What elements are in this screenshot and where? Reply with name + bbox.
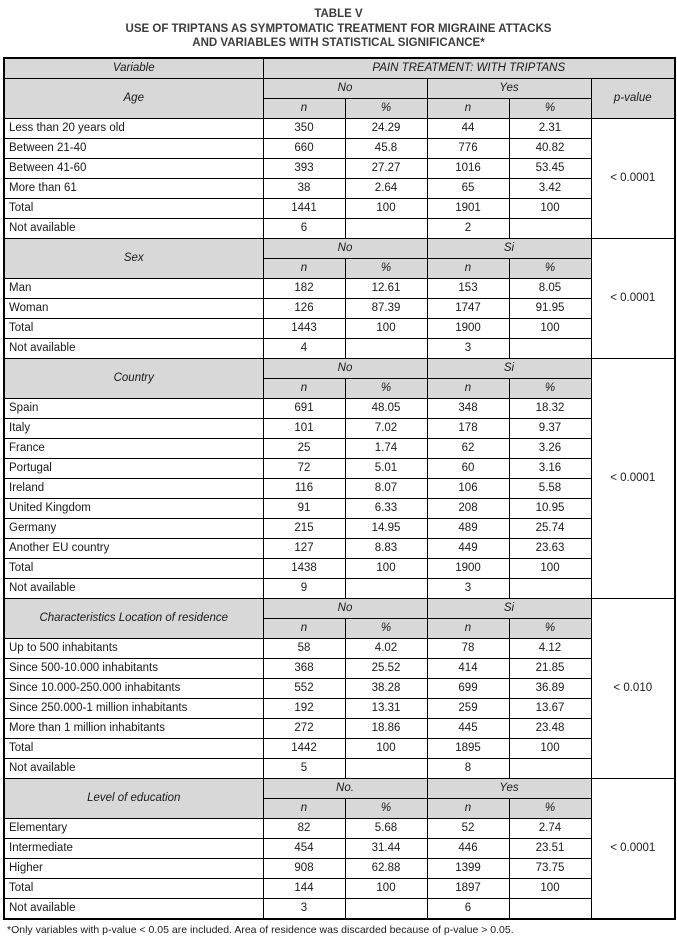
value-cell: 82 [263, 819, 345, 839]
value-cell: 1.74 [345, 439, 427, 459]
value-cell: 3 [263, 899, 345, 920]
section-name: Country [4, 359, 263, 399]
value-cell: 4.12 [509, 639, 591, 659]
value-cell: 776 [427, 139, 509, 159]
data-row [4, 859, 675, 879]
value-cell: 178 [427, 419, 509, 439]
section-header-row [4, 359, 675, 379]
treatment-header: PAIN TREATMENT: WITH TRIPTANS [263, 58, 675, 79]
n-subheader: n [263, 619, 345, 639]
value-cell: 350 [263, 119, 345, 139]
data-row [4, 139, 675, 159]
value-cell: 106 [427, 479, 509, 499]
value-cell: 1895 [427, 739, 509, 759]
row-label: Woman [4, 299, 263, 319]
section-name: Sex [4, 239, 263, 279]
n-subheader: n [263, 99, 345, 119]
row-label: Since 10.000-250.000 inhabitants [4, 679, 263, 699]
percent-subheader: % [345, 99, 427, 119]
value-cell [345, 579, 427, 599]
value-cell: 126 [263, 299, 345, 319]
row-label: Germany [4, 519, 263, 539]
value-cell: 153 [427, 279, 509, 299]
value-cell: 10.95 [509, 499, 591, 519]
percent-subheader: % [509, 619, 591, 639]
no-column-header: No [263, 79, 427, 99]
value-cell: 4.02 [345, 639, 427, 659]
n-subheader: n [427, 379, 509, 399]
data-row [4, 219, 675, 239]
value-cell: 7.02 [345, 419, 427, 439]
value-cell: 72 [263, 459, 345, 479]
value-cell: 1900 [427, 319, 509, 339]
row-label: Spain [4, 399, 263, 419]
data-row [4, 579, 675, 599]
value-cell: 127 [263, 539, 345, 559]
value-cell: 13.67 [509, 699, 591, 719]
value-cell: 100 [509, 739, 591, 759]
table-title [3, 7, 674, 51]
value-cell: 2.74 [509, 819, 591, 839]
value-cell: 5.58 [509, 479, 591, 499]
row-label: Not available [4, 339, 263, 359]
value-cell: 100 [345, 199, 427, 219]
yes-column-header: Yes [427, 79, 591, 99]
n-subheader: n [263, 259, 345, 279]
row-label: Elementary [4, 819, 263, 839]
data-row [4, 559, 675, 579]
no-column-header: No. [263, 779, 427, 799]
value-cell: 1747 [427, 299, 509, 319]
value-cell: 9.37 [509, 419, 591, 439]
value-cell: 5.01 [345, 459, 427, 479]
row-label: Not available [4, 219, 263, 239]
value-cell: 101 [263, 419, 345, 439]
value-cell: 78 [427, 639, 509, 659]
value-cell: 48.05 [345, 399, 427, 419]
value-cell: 27.27 [345, 159, 427, 179]
value-cell: 21.85 [509, 659, 591, 679]
value-cell [509, 899, 591, 920]
value-cell: 208 [427, 499, 509, 519]
data-row [4, 119, 675, 139]
value-cell: 38.28 [345, 679, 427, 699]
value-cell: 1441 [263, 199, 345, 219]
pvalue-cell: < 0.0001 [591, 779, 675, 920]
value-cell: 182 [263, 279, 345, 299]
value-cell: 23.48 [509, 719, 591, 739]
value-cell: 1897 [427, 879, 509, 899]
value-cell: 53.45 [509, 159, 591, 179]
value-cell: 62 [427, 439, 509, 459]
value-cell: 489 [427, 519, 509, 539]
n-subheader: n [427, 99, 509, 119]
data-row [4, 639, 675, 659]
value-cell: 8.83 [345, 539, 427, 559]
value-cell: 60 [427, 459, 509, 479]
table-number: TABLE V [314, 8, 363, 20]
value-cell: 3.42 [509, 179, 591, 199]
value-cell: 2 [427, 219, 509, 239]
value-cell: 1438 [263, 559, 345, 579]
value-cell: 272 [263, 719, 345, 739]
n-subheader: n [427, 619, 509, 639]
data-row [4, 479, 675, 499]
section-name: Characteristics Location of residence [4, 599, 263, 639]
value-cell [509, 579, 591, 599]
value-cell: 25.74 [509, 519, 591, 539]
row-label: Another EU country [4, 539, 263, 559]
row-label: Not available [4, 899, 263, 920]
data-row [4, 699, 675, 719]
data-row [4, 719, 675, 739]
data-row [4, 739, 675, 759]
value-cell: 8 [427, 759, 509, 779]
value-cell: 116 [263, 479, 345, 499]
data-row [4, 499, 675, 519]
pvalue-cell: < 0.0001 [591, 119, 675, 239]
row-label: Italy [4, 419, 263, 439]
value-cell: 100 [509, 199, 591, 219]
row-label: Total [4, 319, 263, 339]
data-row [4, 159, 675, 179]
table-caption-line2: AND VARIABLES WITH STATISTICAL SIGNIFICANCE* [192, 37, 485, 50]
value-cell: 65 [427, 179, 509, 199]
value-cell: 4 [263, 339, 345, 359]
no-column-header: No [263, 599, 427, 619]
value-cell: 368 [263, 659, 345, 679]
value-cell: 18.32 [509, 399, 591, 419]
pvalue-cell: < 0.0001 [591, 359, 675, 599]
value-cell: 3.16 [509, 459, 591, 479]
value-cell: 1442 [263, 739, 345, 759]
data-row [4, 399, 675, 419]
value-cell: 6.33 [345, 499, 427, 519]
value-cell: 58 [263, 639, 345, 659]
value-cell: 13.31 [345, 699, 427, 719]
yes-column-header: Si [427, 239, 591, 259]
data-row [4, 319, 675, 339]
section-name: Level of education [4, 779, 263, 819]
yes-column-header: Yes [427, 779, 591, 799]
value-cell: 259 [427, 699, 509, 719]
data-row [4, 659, 675, 679]
pvalue-cell: < 0.0001 [591, 239, 675, 359]
value-cell: 552 [263, 679, 345, 699]
value-cell: 18.86 [345, 719, 427, 739]
value-cell: 9 [263, 579, 345, 599]
value-cell: 393 [263, 159, 345, 179]
row-label: Since 250.000-1 million inhabitants [4, 699, 263, 719]
data-row [4, 519, 675, 539]
row-label: Higher [4, 859, 263, 879]
value-cell [509, 339, 591, 359]
row-label: Total [4, 879, 263, 899]
section-header-row [4, 239, 675, 259]
value-cell: 1016 [427, 159, 509, 179]
row-label: More than 61 [4, 179, 263, 199]
value-cell: 100 [345, 559, 427, 579]
row-label: Total [4, 739, 263, 759]
percent-subheader: % [345, 619, 427, 639]
table-body [4, 58, 675, 919]
data-row [4, 279, 675, 299]
value-cell: 449 [427, 539, 509, 559]
value-cell: 100 [345, 319, 427, 339]
value-cell: 87.39 [345, 299, 427, 319]
value-cell: 2.31 [509, 119, 591, 139]
value-cell: 62.88 [345, 859, 427, 879]
n-subheader: n [263, 379, 345, 399]
value-cell: 3.26 [509, 439, 591, 459]
row-label: Not available [4, 579, 263, 599]
pvalue-cell: < 0.010 [591, 599, 675, 779]
n-subheader: n [427, 799, 509, 819]
data-row [4, 419, 675, 439]
yes-column-header: Si [427, 599, 591, 619]
value-cell [509, 759, 591, 779]
value-cell: 1399 [427, 859, 509, 879]
value-cell: 1443 [263, 319, 345, 339]
data-row [4, 899, 675, 920]
data-row [4, 179, 675, 199]
row-label: Total [4, 559, 263, 579]
value-cell: 40.82 [509, 139, 591, 159]
row-label: Since 500-10.000 inhabitants [4, 659, 263, 679]
value-cell: 1900 [427, 559, 509, 579]
section-header-row [4, 79, 675, 99]
row-label: Man [4, 279, 263, 299]
value-cell: 192 [263, 699, 345, 719]
percent-subheader: % [345, 379, 427, 399]
row-label: Ireland [4, 479, 263, 499]
value-cell: 100 [509, 319, 591, 339]
row-label: Less than 20 years old [4, 119, 263, 139]
value-cell: 23.51 [509, 839, 591, 859]
table-caption-line1: USE OF TRIPTANS AS SYMPTOMATIC TREATMENT FOR MIGRAINE ATTACKS [125, 22, 552, 35]
value-cell: 454 [263, 839, 345, 859]
row-label: United Kingdom [4, 499, 263, 519]
value-cell: 3 [427, 339, 509, 359]
percent-subheader: % [509, 379, 591, 399]
data-row [4, 199, 675, 219]
value-cell [345, 899, 427, 920]
value-cell: 2.64 [345, 179, 427, 199]
section-header-row [4, 599, 675, 619]
value-cell: 414 [427, 659, 509, 679]
data-row [4, 759, 675, 779]
value-cell: 36.89 [509, 679, 591, 699]
data-row [4, 539, 675, 559]
value-cell: 445 [427, 719, 509, 739]
variable-header: Variable [4, 58, 263, 79]
row-label: France [4, 439, 263, 459]
n-subheader: n [263, 799, 345, 819]
no-column-header: No [263, 359, 427, 379]
value-cell [509, 219, 591, 239]
value-cell: 45.8 [345, 139, 427, 159]
value-cell: 31.44 [345, 839, 427, 859]
data-row [4, 299, 675, 319]
row-label: Portugal [4, 459, 263, 479]
row-label: Between 21-40 [4, 139, 263, 159]
percent-subheader: % [509, 799, 591, 819]
percent-subheader: % [345, 799, 427, 819]
value-cell: 100 [345, 879, 427, 899]
value-cell: 5 [263, 759, 345, 779]
value-cell: 14.95 [345, 519, 427, 539]
value-cell: 24.29 [345, 119, 427, 139]
value-cell [345, 339, 427, 359]
yes-column-header: Si [427, 359, 591, 379]
percent-subheader: % [509, 99, 591, 119]
n-subheader: n [427, 259, 509, 279]
data-row [4, 819, 675, 839]
data-row [4, 439, 675, 459]
value-cell: 446 [427, 839, 509, 859]
value-cell: 38 [263, 179, 345, 199]
row-label: Total [4, 199, 263, 219]
data-row [4, 839, 675, 859]
pvalue-header: p-value [591, 79, 675, 119]
percent-subheader: % [509, 259, 591, 279]
value-cell: 91 [263, 499, 345, 519]
data-row [4, 679, 675, 699]
value-cell: 1901 [427, 199, 509, 219]
data-row [4, 459, 675, 479]
value-cell: 8.07 [345, 479, 427, 499]
data-row [4, 339, 675, 359]
value-cell: 660 [263, 139, 345, 159]
value-cell: 5.68 [345, 819, 427, 839]
no-column-header: No [263, 239, 427, 259]
value-cell: 3 [427, 579, 509, 599]
value-cell: 8.05 [509, 279, 591, 299]
value-cell: 348 [427, 399, 509, 419]
value-cell: 12.61 [345, 279, 427, 299]
value-cell: 91.95 [509, 299, 591, 319]
row-label: Up to 500 inhabitants [4, 639, 263, 659]
row-label: Not available [4, 759, 263, 779]
value-cell: 44 [427, 119, 509, 139]
value-cell: 6 [263, 219, 345, 239]
value-cell: 73.75 [509, 859, 591, 879]
value-cell [345, 759, 427, 779]
value-cell: 100 [509, 559, 591, 579]
value-cell: 100 [345, 739, 427, 759]
value-cell: 215 [263, 519, 345, 539]
value-cell: 25 [263, 439, 345, 459]
value-cell: 25.52 [345, 659, 427, 679]
triptans-table [3, 57, 676, 920]
value-cell: 23.63 [509, 539, 591, 559]
value-cell: 699 [427, 679, 509, 699]
value-cell: 691 [263, 399, 345, 419]
section-name: Age [4, 79, 263, 119]
value-cell: 6 [427, 899, 509, 920]
footnote: *Only variables with p-value < 0.05 are included. Area of residence was discarded because of p-value > 0.05. [7, 924, 514, 936]
value-cell: 100 [509, 879, 591, 899]
row-label: More than 1 million inhabitants [4, 719, 263, 739]
value-cell: 908 [263, 859, 345, 879]
value-cell [345, 219, 427, 239]
data-row [4, 879, 675, 899]
section-header-row [4, 779, 675, 799]
row-label: Between 41-60 [4, 159, 263, 179]
value-cell: 52 [427, 819, 509, 839]
percent-subheader: % [345, 259, 427, 279]
row-label: Intermediate [4, 839, 263, 859]
value-cell: 144 [263, 879, 345, 899]
table-header-row [4, 58, 675, 79]
